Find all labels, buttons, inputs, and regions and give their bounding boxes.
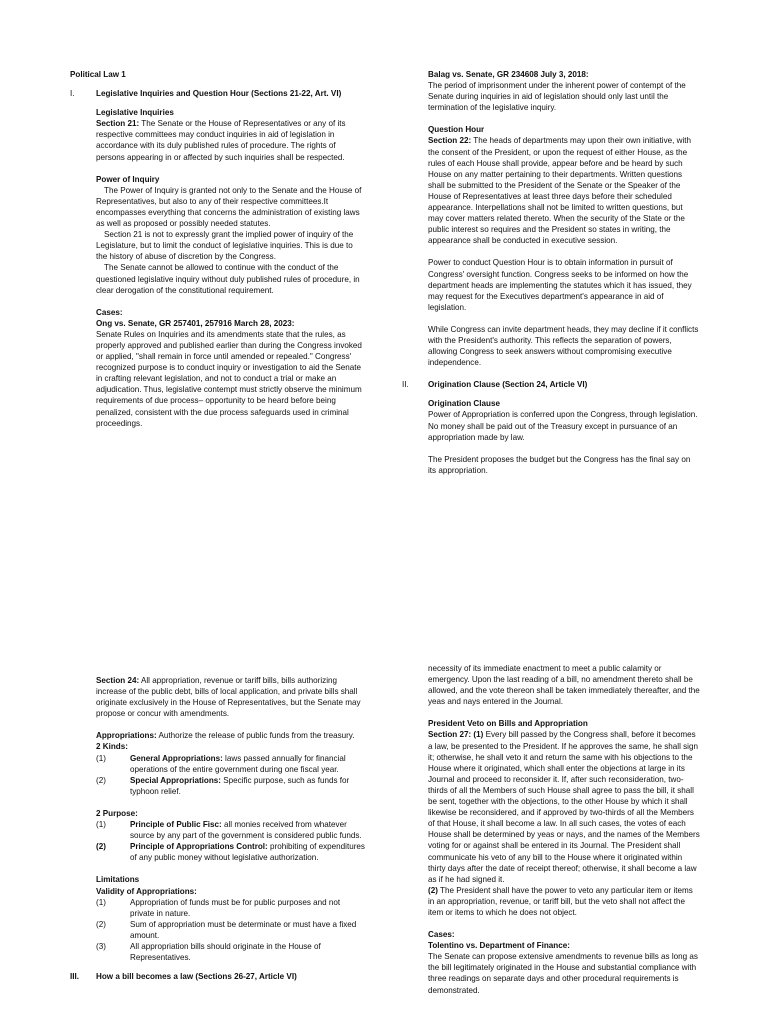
subheading-legislative-inquiries: Legislative Inquiries (96, 108, 174, 118)
validity-heading: Validity of Appropriations: (96, 886, 197, 896)
section-24-paragraph: Section 24: All appropriation, revenue or tariff bills, bills authorizing increase of the public debt, bills of local application, and private bills shall originate exclusively in the House of Representatives, but the Senate may propose or concur with amendments. (96, 676, 361, 719)
subheading-power-of-inquiry: Power of Inquiry (96, 174, 160, 184)
section-21-paragraph: Section 21: The Senate or the House of Representatives or any of its respective committees may conduct inquiries in aid of legislation in accordance with its duly published rules of procedure. The rights of persons appearing in or affected by such inquiries shall be respected. (96, 119, 346, 162)
paragraph: Power of Appropriation is conferred upon the Congress, through legislation. No money shall be paid out of the Treasury except in pursuance of an appropriation made by law. (428, 410, 698, 442)
list-item: (1) Appropriation of funds must be for public purposes and not private in nature. (96, 897, 341, 918)
case-heading-balag: Balag vs. Senate, GR 234608 July 3, 2018: (428, 70, 589, 79)
list-item: (2) Special Appropriations: Specific purpose, such as funds for typhoon relief. (96, 775, 350, 796)
document-title: Political Law 1 (70, 70, 126, 79)
list-item: (2) Sum of appropriation must be determinate or must have a fixed amount. (96, 919, 357, 940)
subheading-president-veto: President Veto on Bills and Appropriation (428, 719, 588, 729)
paragraph: necessity of its immediate enactment to meet a public calamity or emergency. Upon the last reading of a bill, no amendment thereto shall be allowed, and the vote thereon shall be taken immediately thereafter, and the yeas and nays entered in the Journal. (428, 664, 700, 707)
section-number: I. (70, 89, 75, 99)
subheading-question-hour: Question Hour (428, 125, 485, 135)
paragraph: The Power of Inquiry is granted not only to the Senate and the House of Representatives, but also to any of their respective committees.It encompasses everything that concerns the administration of existing laws as well as proposed or possibly needed statutes. (96, 185, 362, 229)
list-item: (1) Principle of Public Fisc: all monies received from whatever source by any part of the government is considered public funds. (96, 820, 362, 841)
subheading-cases: Cases: (428, 930, 455, 940)
list-item: (1) General Appropriations: laws passed annually for financial operations of the entire government during one fiscal year. (96, 753, 346, 774)
section-title: Origination Clause (Section 24, Article VI) (428, 380, 588, 390)
page1-right-column (402, 69, 700, 476)
section-title: Legislative Inquiries and Question Hour (Sections 21-22, Art. VI) (96, 89, 342, 99)
case-text-ong: Senate Rules on Inquiries and its amendments state that the rules, as properly approved and published earlier than during the Congress invoked or applied, "shall remain in force until amended or repealed." Congress' recognized purpose is to conduct inquiry or investigation to aid the Senate in crafting relevant legislation, and not to conduct a trial or make an adjudication. Thus, legislative contempt must strictly observe the minimum requirements of due process– opportunity to be heard before being penalized, consistent with the due process safeguards used in criminal proceedings. (96, 329, 362, 428)
limitations-heading: Limitations (96, 875, 140, 885)
subheading-cases: Cases: (96, 307, 123, 317)
paragraph: Power to conduct Question Hour is to obtain information in pursuit of Congress' oversight function. Congress seeks to be informed on how the department heads are implementing the statutes which it has issued, they may request for the Executives department's appearance in aid of legislation. (428, 258, 692, 312)
subheading-origination-clause: Origination Clause (428, 399, 500, 409)
section-heading-3 (70, 971, 366, 982)
section-27-2-paragraph: (2) The President shall have the power to veto any particular item or items in an appropriation, revenue, or tariff bill, but the veto shall not affect the item or items to which he does not object. (428, 885, 693, 917)
case-text-balag: The period of imprisonment under the inherent power of contempt of the Senate during inquiries in aid of legislation should only last until the termination of the legislative inquiry. (428, 81, 686, 113)
section-number: III. (70, 972, 79, 982)
paragraph: While Congress can invite department heads, they may decline if it conflicts with the President's authority. This reflects the separation of powers, allowing Congress to seek answers without compromising executive independence. (428, 324, 699, 368)
list-item: (3) All appropriation bills should originate in the House of Representatives. (96, 941, 321, 963)
appropriations-definition: Appropriations: Authorize the release of public funds from the treasury. (96, 731, 355, 741)
kinds-heading: 2 Kinds: (96, 742, 128, 752)
page2-left-column (70, 675, 366, 982)
case-text-tolentino: The Senate can propose extensive amendments to revenue bills as long as the bill legitimately originated in the House and substantial compliance with three readings on separate days and other procedural requirements is demonstrated. (428, 952, 698, 995)
section-heading-2 (402, 379, 700, 390)
page2-right-column (428, 663, 700, 996)
section-title: How a bill becomes a law (Sections 26-27, Article VI) (96, 972, 297, 982)
section-heading-1 (70, 88, 366, 99)
paragraph: The President proposes the budget but the Congress has the final say on its appropriation. (428, 454, 691, 475)
case-heading-tolentino: Tolentino vs. Department of Finance: (428, 941, 570, 951)
page1-left-column (70, 69, 366, 429)
section-number: II. (402, 380, 409, 390)
section-27-paragraph: Section 27: (1) Every bill passed by the Congress shall, before it becomes a law, be presented to the President. If he approves the same, he shall sign it; otherwise, he shall veto it and return the same with his objections to the House where it originated, which shall enter the objections at large in its Journal and proceed to reconsider it. If, after such reconsideration, two-thirds of all the Members of such House shall agree to pass the bill, it shall be sent, together with the objections, to the other House by which it shall likewise be reconsidered, and if approved by two-thirds of all the Members of that House, it shall become a law. In all such cases, the votes of each House shall be determined by yeas or nays, and the names of the Members voting for or against shall be entered in its Journal. The President shall communicate his veto of any bill to the House where it originated within thirty days after the date of receipt thereof; otherwise, it shall become a law as if he had signed it. (428, 730, 700, 884)
paragraph: Section 21 is not to expressly grant the implied power of inquiry of the Legislature, but to limit the conduct of legislative inquiries. This is due to the history of abuse of discretion by the Congress. (96, 230, 354, 262)
case-heading-ong: Ong vs. Senate, GR 257401, 257916 March 28, 2023: (96, 318, 295, 328)
list-item: (2) Principle of Appropriations Control: prohibiting of expenditures of any public money without legislative authorization. (96, 842, 365, 863)
purpose-heading: 2 Purpose: (96, 808, 138, 818)
section-22-paragraph: Section 22: The heads of departments may upon their own initiative, with the consent of the President, or upon the request of either House, as the rules of each House shall provide, appear before and be heard by such House on any matter pertaining to their departments. Written questions shall be submitted to the President of the Senate or the Speaker of the House of Representatives at least three days before their scheduled appearance. Interpellations shall not be limited to written questions, but may cover matters related thereto. When the security of the State or the public interest so requires and the President so states in writing, the appearance shall be conducted in executive session. (428, 136, 692, 246)
paragraph: The Senate cannot be allowed to continue with the conduct of the questioned legislative inquiry without duly published rules of procedure, in clear derogation of the constitutional requirement. (96, 263, 360, 295)
